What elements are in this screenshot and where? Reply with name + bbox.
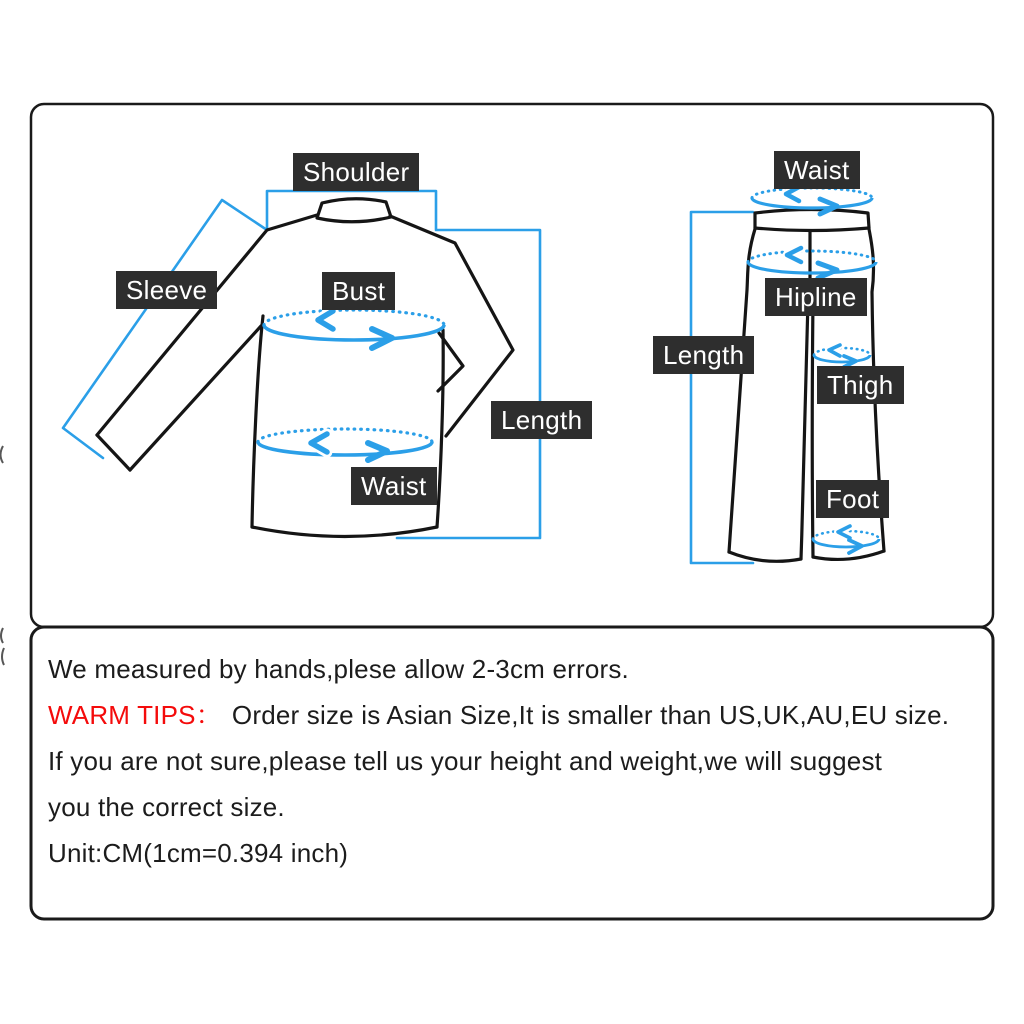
pants-waistband-top bbox=[755, 210, 869, 229]
pants-waist-arc-solid bbox=[752, 198, 872, 208]
label-pants-waist: Waist bbox=[774, 151, 860, 189]
label-pants-thigh: Thigh bbox=[817, 366, 904, 404]
bust-arc-dotted bbox=[264, 310, 444, 325]
label-shirt-shoulder: Shoulder bbox=[293, 153, 419, 191]
shirt-body-right bbox=[437, 330, 443, 527]
pants-measure-brackets bbox=[691, 212, 753, 563]
pants-length-bracket-line bbox=[691, 212, 753, 563]
warm-tips-text: Order size is Asian Size,It is smaller than US,UK,AU,EU size. bbox=[231, 700, 950, 730]
tips-line-warm-tips bbox=[48, 692, 978, 738]
warm-tips-label: WARM TIPS： bbox=[48, 700, 222, 730]
tips-line-correct-size: you the correct size. bbox=[48, 792, 285, 822]
hipline-arc-solid bbox=[748, 262, 876, 273]
hipline-arrow-right bbox=[818, 263, 837, 278]
bust-measure-ellipse bbox=[264, 310, 444, 348]
tips-line-not-sure: If you are not sure,please tell us your height and weight,we will suggest bbox=[48, 746, 883, 776]
pants-left-leg-inner bbox=[801, 300, 808, 559]
thigh-measure-ellipse bbox=[814, 345, 870, 367]
sleeve-measure-line bbox=[63, 200, 267, 458]
label-pants-length: Length bbox=[653, 336, 754, 374]
hipline-measure-ellipse bbox=[748, 248, 876, 278]
shirt-waist-measure-ellipse bbox=[258, 429, 432, 460]
shirt-outline bbox=[97, 199, 513, 537]
pants-right-leg-inner bbox=[812, 300, 813, 557]
shirt-waist-arrow-right bbox=[368, 443, 387, 460]
tips-line-unit: Unit:CM(1cm=0.394 inch) bbox=[48, 838, 349, 868]
pants-left-leg-outer bbox=[729, 229, 755, 552]
shirt-waist-arc-solid bbox=[258, 442, 432, 455]
label-pants-foot: Foot bbox=[816, 480, 889, 518]
label-shirt-bust: Bust bbox=[322, 272, 395, 310]
label-pants-hipline: Hipline bbox=[765, 278, 867, 316]
shirt-measure-brackets bbox=[63, 191, 540, 538]
shirt-waist-arc-dotted bbox=[258, 429, 432, 442]
tips-line-measure-errors: We measured by hands,plese allow 2-3cm errors. bbox=[48, 654, 629, 684]
pants-waist-arc-dotted bbox=[752, 188, 872, 198]
label-shirt-sleeve: Sleeve bbox=[116, 271, 217, 309]
shirt-body-left bbox=[252, 316, 263, 527]
shirt-left-cuff bbox=[97, 435, 130, 470]
tips-panel bbox=[48, 646, 978, 876]
label-shirt-waist: Waist bbox=[351, 467, 437, 505]
bust-arc-solid bbox=[264, 325, 444, 340]
shirt-left-shoulder-sleeve bbox=[97, 215, 317, 435]
shirt-left-sleeve-inner bbox=[130, 326, 261, 470]
pants-waistband-bottom bbox=[755, 228, 869, 231]
foot-measure-ellipse bbox=[813, 526, 879, 553]
shirt-hem bbox=[252, 527, 437, 537]
label-shirt-length: Length bbox=[491, 401, 592, 439]
hipline-arc-dotted bbox=[748, 251, 876, 262]
pants-left-hem bbox=[729, 552, 801, 561]
shirt-collar bbox=[317, 199, 391, 222]
edge-artifact-marks bbox=[1, 446, 5, 665]
